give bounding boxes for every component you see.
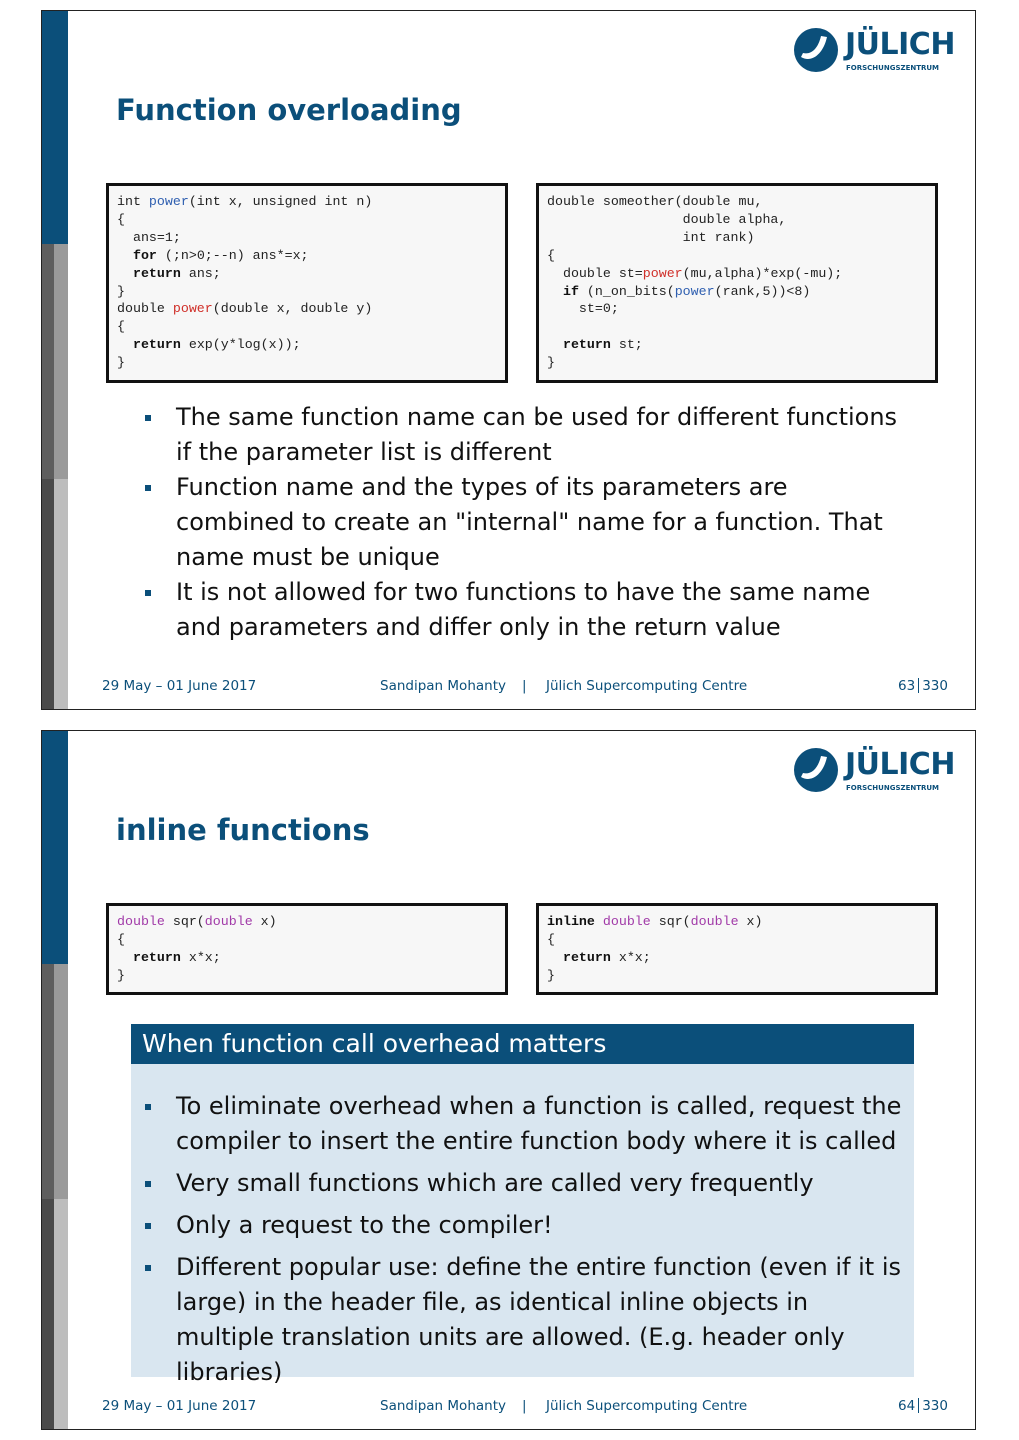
juelich-logo [793, 745, 953, 797]
bullet-marker [145, 1223, 151, 1229]
code-block-left [106, 903, 508, 995]
bullet-marker [145, 1265, 151, 1271]
bullet-marker [145, 590, 151, 596]
footer-date: 29 May – 01 June 2017 [102, 1398, 257, 1414]
code-line: double sqr(double x) [117, 914, 277, 929]
code-line: if (n_on_bits(power(rank,5))<8) [562, 283, 811, 299]
slide-title: Function overloading [116, 93, 462, 127]
code-line: return exp(y*log(x)); [132, 337, 301, 353]
bullet-marker [145, 485, 151, 491]
footer-organization: Jülich Supercomputing Centre [546, 678, 748, 694]
code-line: double st=power(mu,alpha)*exp(-mu); [547, 265, 843, 281]
footer-separator: | [522, 1398, 527, 1414]
code-line: ans=1; [117, 229, 181, 245]
code-line: } [117, 355, 125, 371]
slide-64 [41, 730, 976, 1430]
code-line: return ans; [132, 265, 221, 281]
code-line: } [547, 355, 555, 371]
code-line: st=0; [547, 301, 619, 317]
juelich-logo-icon [793, 747, 839, 793]
logo-word: JÜLICH [845, 27, 955, 62]
code-line: return x*x; [562, 949, 651, 965]
code-block-right [536, 183, 938, 383]
code-line: return st; [562, 337, 643, 353]
footer-author: Sandipan Mohanty [380, 1398, 506, 1414]
slide-63 [41, 10, 976, 710]
side-color-strip [42, 11, 68, 709]
logo-subtitle: FORSCHUNGSZENTRUM [846, 64, 940, 72]
juelich-logo [793, 25, 953, 77]
code-line: } [117, 967, 125, 983]
bullet-item: It is not allowed for two functions to have the same name and parameters and differ only in the return value [116, 575, 906, 645]
bullet-marker [145, 415, 151, 421]
bullet-marker [145, 1104, 151, 1110]
bullet-list [116, 400, 906, 645]
code-line: { [547, 247, 555, 263]
bullet-item: The same function name can be used for different functions if the parameter list is different [116, 400, 906, 470]
logo-word: JÜLICH [845, 747, 955, 782]
code-line: inline double sqr(double x) [547, 914, 763, 929]
bullet-item: Only a request to the compiler! [116, 1208, 906, 1243]
footer-page-number: 63 330 [898, 678, 948, 694]
code-line: { [117, 931, 125, 947]
code-line: int rank) [547, 229, 755, 245]
juelich-logo-icon [793, 27, 839, 73]
side-color-strip [42, 731, 68, 1429]
bullet-item: To eliminate overhead when a function is called, request the compiler to insert the entire function body where it is called [116, 1089, 906, 1159]
footer-organization: Jülich Supercomputing Centre [546, 1398, 748, 1414]
code-block-right [536, 903, 938, 995]
footer-separator: | [522, 678, 527, 694]
bullet-list [116, 1089, 906, 1390]
block-title: When function call overhead matters [131, 1024, 914, 1064]
footer-date: 29 May – 01 June 2017 [102, 678, 257, 694]
code-line: { [117, 211, 125, 227]
footer-page-number: 64 330 [898, 1398, 948, 1414]
code-line: } [547, 967, 555, 983]
footer-author: Sandipan Mohanty [380, 678, 506, 694]
slide-title: inline functions [116, 813, 370, 847]
code-line: double someother(double mu, [547, 194, 763, 209]
code-line: } [117, 283, 125, 299]
code-block-left [106, 183, 508, 383]
code-line: { [117, 319, 125, 335]
code-line: int power(int x, unsigned int n) [117, 194, 373, 209]
code-line: double power(double x, double y) [117, 301, 373, 317]
code-line: return x*x; [132, 949, 221, 965]
bullet-marker [145, 1181, 151, 1187]
bullet-item: Function name and the types of its parameters are combined to create an "internal" name for a function. That name must be unique [116, 470, 906, 575]
logo-subtitle: FORSCHUNGSZENTRUM [846, 784, 940, 792]
bullet-item: Very small functions which are called very frequently [116, 1166, 906, 1201]
code-line: { [547, 931, 555, 947]
code-line: for (;n>0;--n) ans*=x; [132, 247, 309, 263]
bullet-item: Different popular use: define the entire function (even if it is large) in the header file, as identical inline objects in multiple translation units are allowed. (E.g. header only libraries) [116, 1250, 906, 1390]
code-line: double alpha, [547, 211, 787, 227]
